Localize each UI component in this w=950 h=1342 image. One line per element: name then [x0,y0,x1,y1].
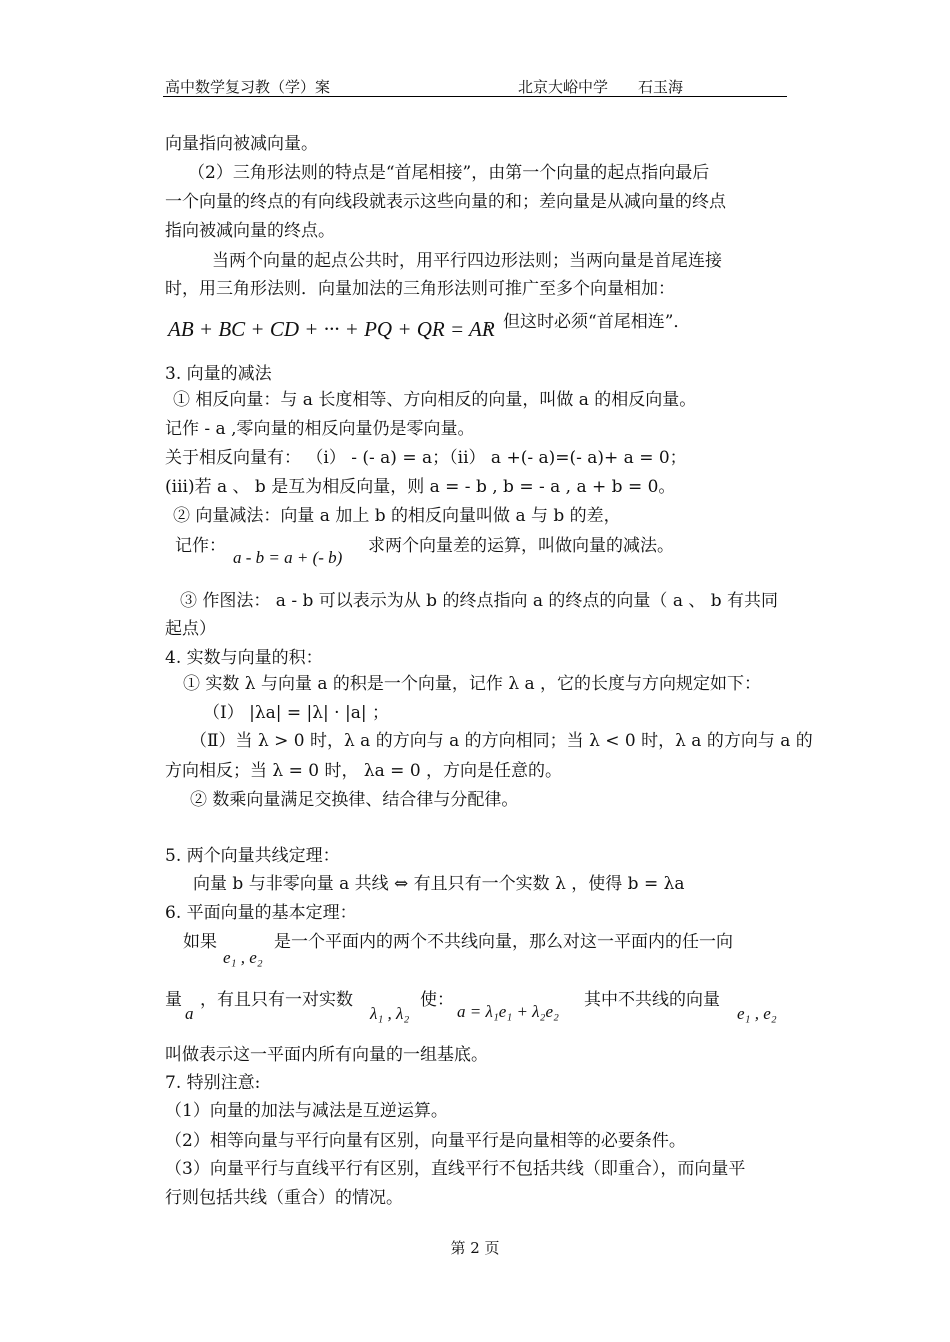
section-heading: 6. 平面向量的基本定理： [165,903,357,923]
text-line: 量 [165,990,182,1010]
text-line: (iii)若 a 、 b 是互为相反向量，则 a = - b , b = - a , a + b = 0。 [165,477,676,497]
text-line: ，有且只有一对实数 [200,990,353,1010]
text-line: （2）三角形法则的特点是“首尾相接”，由第一个向量的起点指向最后 [188,163,710,183]
text-line: ② 数乘向量满足交换律、结合律与分配律。 [190,790,519,810]
text-line: 记作 - a ,零向量的相反向量仍是零向量。 [165,419,475,439]
text-line: 指向被减向量的终点。 [165,221,335,241]
header-author: 石玉海 [638,78,684,96]
text-line: （2）相等向量与平行向量有区别，向量平行是向量相等的必要条件。 [165,1131,686,1151]
text-line: ，但这时必须“首尾相连”． [486,312,691,332]
text-line: 叫做表示这一平面内所有向量的一组基底。 [165,1045,488,1065]
text-line: 一个向量的终点的有向线段就表示这些向量的和；差向量是从减向量的终点 [165,192,726,212]
text-line: 向量 b 与非零向量 a 共线 ⇔ 有且只有一个实数 λ ，使得 b = λa [193,874,685,894]
text-line: 求两个向量差的运算，叫做向量的减法。 [368,536,674,556]
text-line: 其中不共线的向量 [584,990,720,1010]
text-line: 当两个向量的起点公共时，用平行四边形法则；当两向量是首尾连接 [212,251,722,271]
basis-vectors: e₁ , e₂ [737,1004,777,1023]
section-heading: 7. 特别注意: [165,1073,261,1093]
vector-a: a [185,1004,194,1023]
basis-vectors: e₁ , e₂ [223,948,263,967]
text-line: ② 向量减法：向量 a 加上 b 的相反向量叫做 a 与 b 的差， [173,506,621,526]
text-line: ① 相反向量：与 a 长度相等、方向相反的向量，叫做 a 的相反向量。 [173,390,697,410]
text-line: （Ⅱ）当 λ > 0 时，λ a 的方向与 a 的方向相同；当 λ < 0 时，λ a 的方向与 a 的 [190,731,813,751]
section-heading: 3. 向量的减法 [165,364,272,384]
basis-decomposition-formula: a = λ₁e₁ + λ₂e₂ [457,1002,559,1021]
vector-sum-formula: AB + BC + CD + ··· + PQ + QR = AR [168,317,495,341]
header-rule [163,96,787,97]
real-numbers: λ₁ , λ₂ [370,1004,410,1023]
text-line: （1）向量的加法与减法是互逆运算。 [165,1101,448,1121]
text-line: 时，用三角形法则．向量加法的三角形法则可推广至多个向量相加： [165,279,675,299]
text-line: 是一个平面内的两个不共线向量，那么对这一平面内的任一向 [274,932,733,952]
text-line: 起点） [165,619,216,639]
text-line: 关于相反向量有： （i） - (- a) = a；（ii） a +(- a)=(- a)+ a = 0； [165,448,687,468]
section-heading: 5. 两个向量共线定理： [165,846,340,866]
page-number: 第 2 页 [450,1239,500,1257]
text-line: ③ 作图法： a - b 可以表示为从 b 的终点指向 a 的终点的向量（ a 、 b 有共同 [180,591,779,611]
header-doc-title: 高中数学复习教（学）案 [165,78,331,96]
text-line: 行则包括共线（重合）的情况。 [165,1188,403,1208]
text-line: 向量指向被减向量。 [165,134,318,154]
text-line: （Ⅰ） |λa| = |λ| · |a| ； [203,703,389,723]
text-line: （3）向量平行与直线平行有区别，直线平行不包括共线（即重合），而向量平 [165,1159,746,1179]
text-line: 使： [420,990,454,1010]
text-line: 如果 [183,932,217,952]
text-line: ① 实数 λ 与向量 a 的积是一个向量，记作 λ a ，它的长度与方向规定如下： [183,674,762,694]
text-line: 方向相反；当 λ = 0 时， λa = 0 ，方向是任意的。 [165,761,563,781]
text-line: 记作： [175,536,226,556]
section-heading: 4. 实数与向量的积： [165,648,323,668]
vector-difference-formula: a - b = a + (- b) [233,548,343,567]
header-school: 北京大峪中学 [518,78,609,96]
